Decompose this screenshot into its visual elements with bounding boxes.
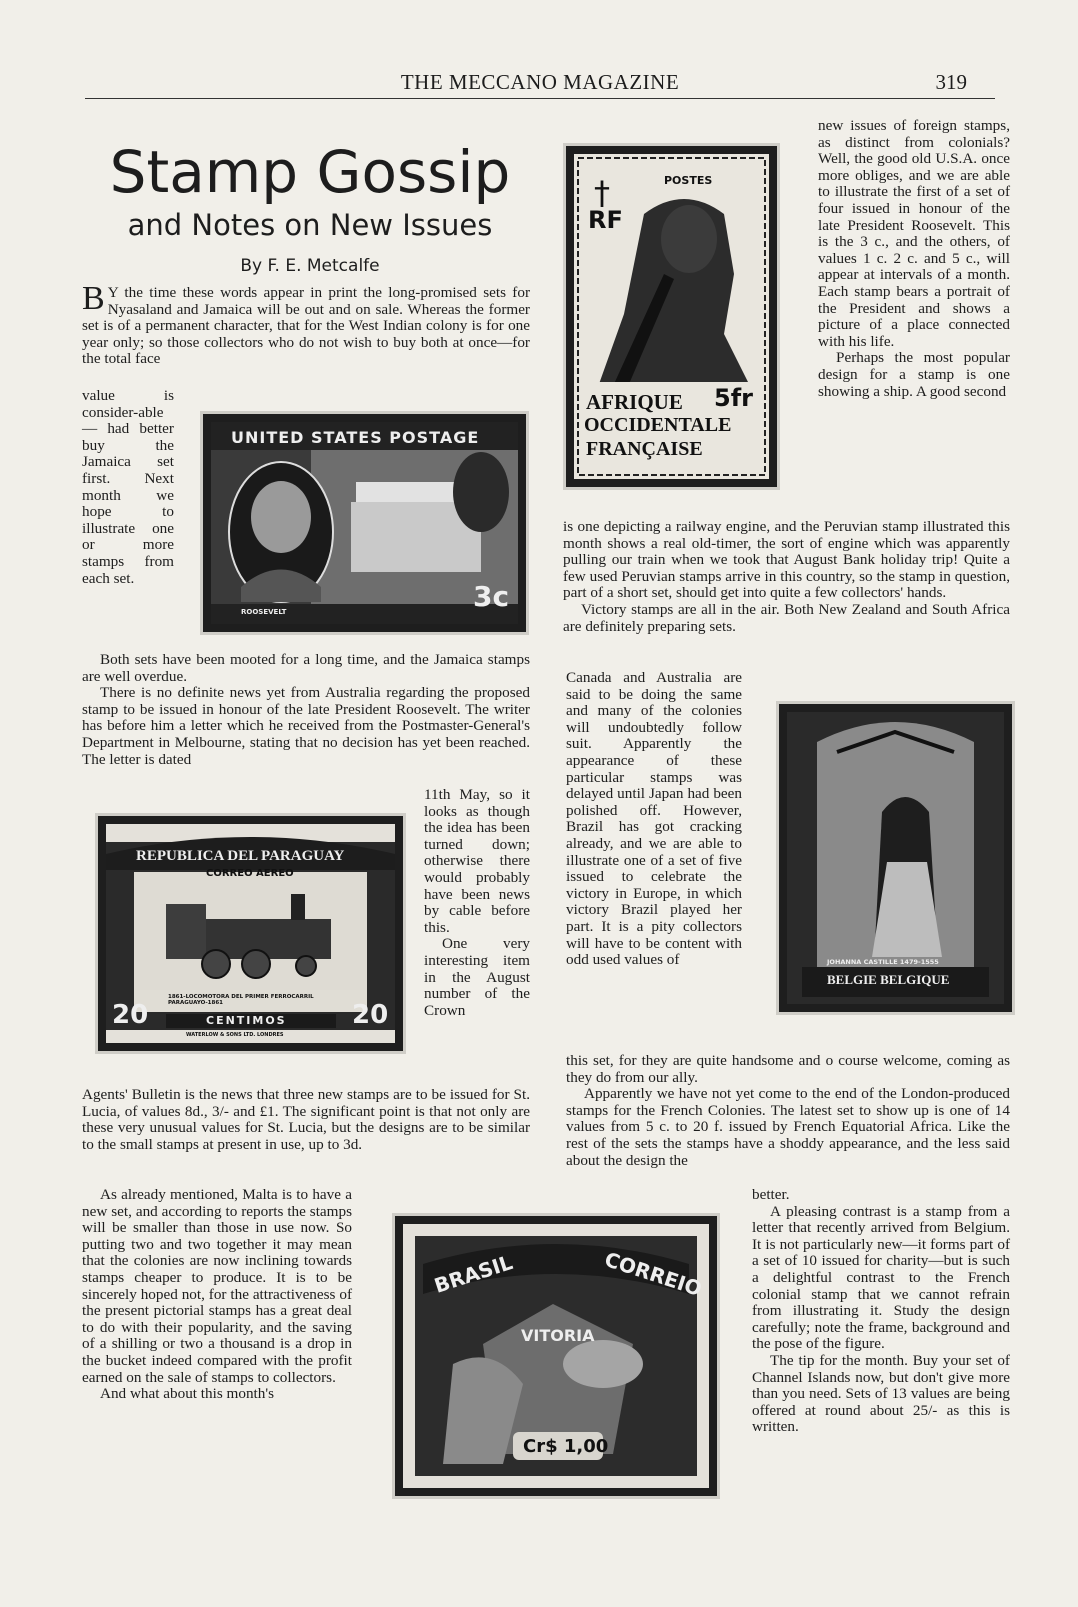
stamp-belgium-caption: JOHANNA CASTILLE 1479-1555 xyxy=(827,958,939,966)
paragraph: is one depicting a railway engine, and the Peruvian stamp illustrated this month shows a real old-timer, the sort of engine which was apparently pulling our train when we took that August Bank holiday trip! Quite a few used Peruvian stamps arrive in this country, so the stamp in question, part of a short set, should get into quite a few collectors' hands. xyxy=(563,518,1010,602)
stamp-usa-name: ROOSEVELT xyxy=(241,608,287,616)
paragraph: value is consider-able — had better buy the Jamaica set first. Next month we hope to illustrate one or more stamps from each set. xyxy=(82,387,174,587)
stamp-aof-value: 5fr xyxy=(714,384,753,412)
paragraph: new issues of foreign stamps, as distinct from colonials? Well, the good old U.S.A. once more obliges, and we are able to illustrate the first of a set of four issued in honour of the late President Roosevelt. This is the 3 c., and the others, of values 1 c. 2 c. and 5 c., will appear at intervals of a month. Each stamp bears a portrait of the President and shows a picture of a place connected with his life. xyxy=(818,117,1010,350)
drop-cap: B xyxy=(82,280,105,317)
col1-narrow-1 xyxy=(82,388,174,587)
stamp-aof-line3: FRANÇAISE xyxy=(586,438,703,460)
paragraph: The tip for the month. Buy your set of Channel Islands now, but don't give more than you need. Sets of 13 values are being offered at round about 25/- as this is written. xyxy=(752,1351,1010,1436)
stamp-brazil-right: CORREIO xyxy=(601,1247,705,1301)
col2-narrow-1 xyxy=(818,118,1010,400)
stamp-french-west-africa xyxy=(566,146,777,487)
stamp-paraguay-banner: REPUBLICA DEL PARAGUAY xyxy=(136,848,345,864)
svg-text:†: † xyxy=(594,174,610,212)
stamp-usa-art xyxy=(211,422,518,624)
stamp-aof-top: POSTES xyxy=(664,174,713,187)
paragraph: better. xyxy=(752,1186,790,1203)
stamp-paraguay-locomotive xyxy=(98,816,403,1051)
paragraph: Apparently we have not yet come to the end of the London-produced stamps for the French Colonies. The latest set to show up is one of 14 values from 5 c. to 20 f. issued by French Equatorial Africa. Like the rest of the sets the stamps have a shoddy appearance, and the less said about the design the xyxy=(566,1085,1010,1169)
col1-block-2 xyxy=(82,652,530,768)
stamp-usa-roosevelt xyxy=(203,414,526,632)
stamp-brazil-value: Cr$ 1,00 xyxy=(523,1436,609,1457)
article-heading xyxy=(90,140,530,276)
col2-block-1 xyxy=(563,519,1010,635)
stamp-usa-banner: UNITED STATES POSTAGE xyxy=(231,428,480,447)
col1-narrow-3 xyxy=(82,1187,352,1403)
stamp-brazil-victory xyxy=(395,1216,717,1496)
paragraph: And what about this month's xyxy=(100,1385,275,1403)
stamp-belgium-country: BELGIE BELGIQUE xyxy=(827,972,950,987)
byline: By F. E. Metcalfe xyxy=(240,256,380,276)
col1-intro xyxy=(82,280,530,368)
paragraph: Both sets have been mooted for a long time, and the Jamaica stamps are well overdue. xyxy=(82,651,530,685)
paragraph: There is no definite news yet from Australia regarding the proposed stamp to be issued in honour of the late President Roosevelt. The writer has before him a letter which he received from the Postmaster-General's Department in Melbourne, stating that no decision has yet been reached. The letter is dated xyxy=(82,684,530,768)
stamp-aof-line1: AFRIQUE xyxy=(586,390,683,414)
article-subtitle: and Notes on New Issues xyxy=(127,208,493,242)
paragraph: As already mentioned, Malta is to have a new set, and according to reports the stamps will be smaller than those in use now. So putting two and two together it may mean that the colonies are now inclining towards stamps cheaper to produce. It is to be sincerely hoped not, for the attractiveness of the present pictorial stamps has a great deal to do with their popularity, and the saving of a shilling or two a thousand is a drop in the bucket indeed compared with the profit earned on the sale of stamps to collectors. xyxy=(82,1186,352,1386)
col2-narrow-2 xyxy=(566,670,742,969)
col2-block-2 xyxy=(566,1053,1010,1169)
page-header xyxy=(85,68,995,99)
stamp-belgium xyxy=(779,704,1012,1012)
col2-narrow-3 xyxy=(752,1187,1010,1436)
stamp-aof-line2: OCCIDENTALE xyxy=(584,414,732,436)
col1-block-3 xyxy=(82,1087,530,1153)
paragraph: Canada and Australia are said to be doing the same and many of the colonies will undoubtedly follow suit. Apparently the appearance of these particular stamps was delayed until Japan had been polished off. However, Brazil has got cracking already, and we are able to illustrate one of a set of five issued to celebrate the victory in Europe, in which victory Brazil played her part. It is a pity collectors will have to be content with odd used values of xyxy=(566,669,742,969)
stamp-paraguay-value-right: 20 xyxy=(352,1000,389,1030)
stamp-paraguay-sub: CORREO AEREO xyxy=(206,868,294,879)
paragraph: A pleasing contrast is a stamp from a letter that recently arrived from Belgium. It is not particularly new—it forms part of a set of 10 issued for charity—but is such a delightful contrast to the French colonial stamp that we cannot refrain from illustrating it. Study the design carefully; note the frame, background and the pose of the figure. xyxy=(752,1202,1010,1353)
paragraph: Agents' Bulletin is the news that three new stamps are to be issued for St. Lucia, of values 8d., 3/- and £1. The significant point is that not only are these very unusual values for St. Lucia, but the designs are to be similar to the small stamps at present in use, up to 3d. xyxy=(82,1086,530,1153)
stamp-aof-rf: RF xyxy=(588,206,623,234)
paragraph: Victory stamps are all in the air. Both New Zealand and South Africa are definitely preparing sets. xyxy=(563,600,1010,635)
paragraph: 11th May, so it looks as though the idea has been turned down; otherwise there would probably have been news by cable before this. xyxy=(424,786,530,936)
magazine-title: THE MECCANO MAGAZINE xyxy=(400,70,680,94)
stamp-brazil-left: BRASIL xyxy=(431,1250,516,1298)
stamp-paraguay-caption: 1861-LOCOMOTORA DEL PRIMER FERROCARRIL PARAGUAYO-1861 xyxy=(168,994,314,1006)
col1-narrow-2 xyxy=(424,787,530,1019)
stamp-paraguay-printer: WATERLOW & SONS LTD. LONDRES xyxy=(186,1032,284,1038)
paragraph: Y the time these words appear in print the long-promised sets for Nyasaland and Jamaica will be out and on sale. Whereas the former set is of a permanent character, that for the West Indian colony is for one year only; so those collectors who do not wish to buy both at once—for the total face xyxy=(82,284,530,368)
paragraph: Perhaps the most popular design for a stamp is one showing a ship. A good second xyxy=(818,349,1010,400)
stamp-paraguay-unit: CENTIMOS xyxy=(206,1014,287,1027)
paragraph: One very interesting item in the August number of the Crown xyxy=(424,935,530,1019)
page-number: 319 xyxy=(935,70,967,94)
stamp-brazil-banner: VITORIA xyxy=(521,1326,595,1345)
paragraph: this set, for they are quite handsome and o course welcome, coming as they do from our ally. xyxy=(566,1052,1010,1086)
stamp-usa-value: 3c xyxy=(473,580,510,613)
article-title: Stamp Gossip xyxy=(109,138,511,206)
stamp-paraguay-value-left: 20 xyxy=(112,1000,149,1030)
